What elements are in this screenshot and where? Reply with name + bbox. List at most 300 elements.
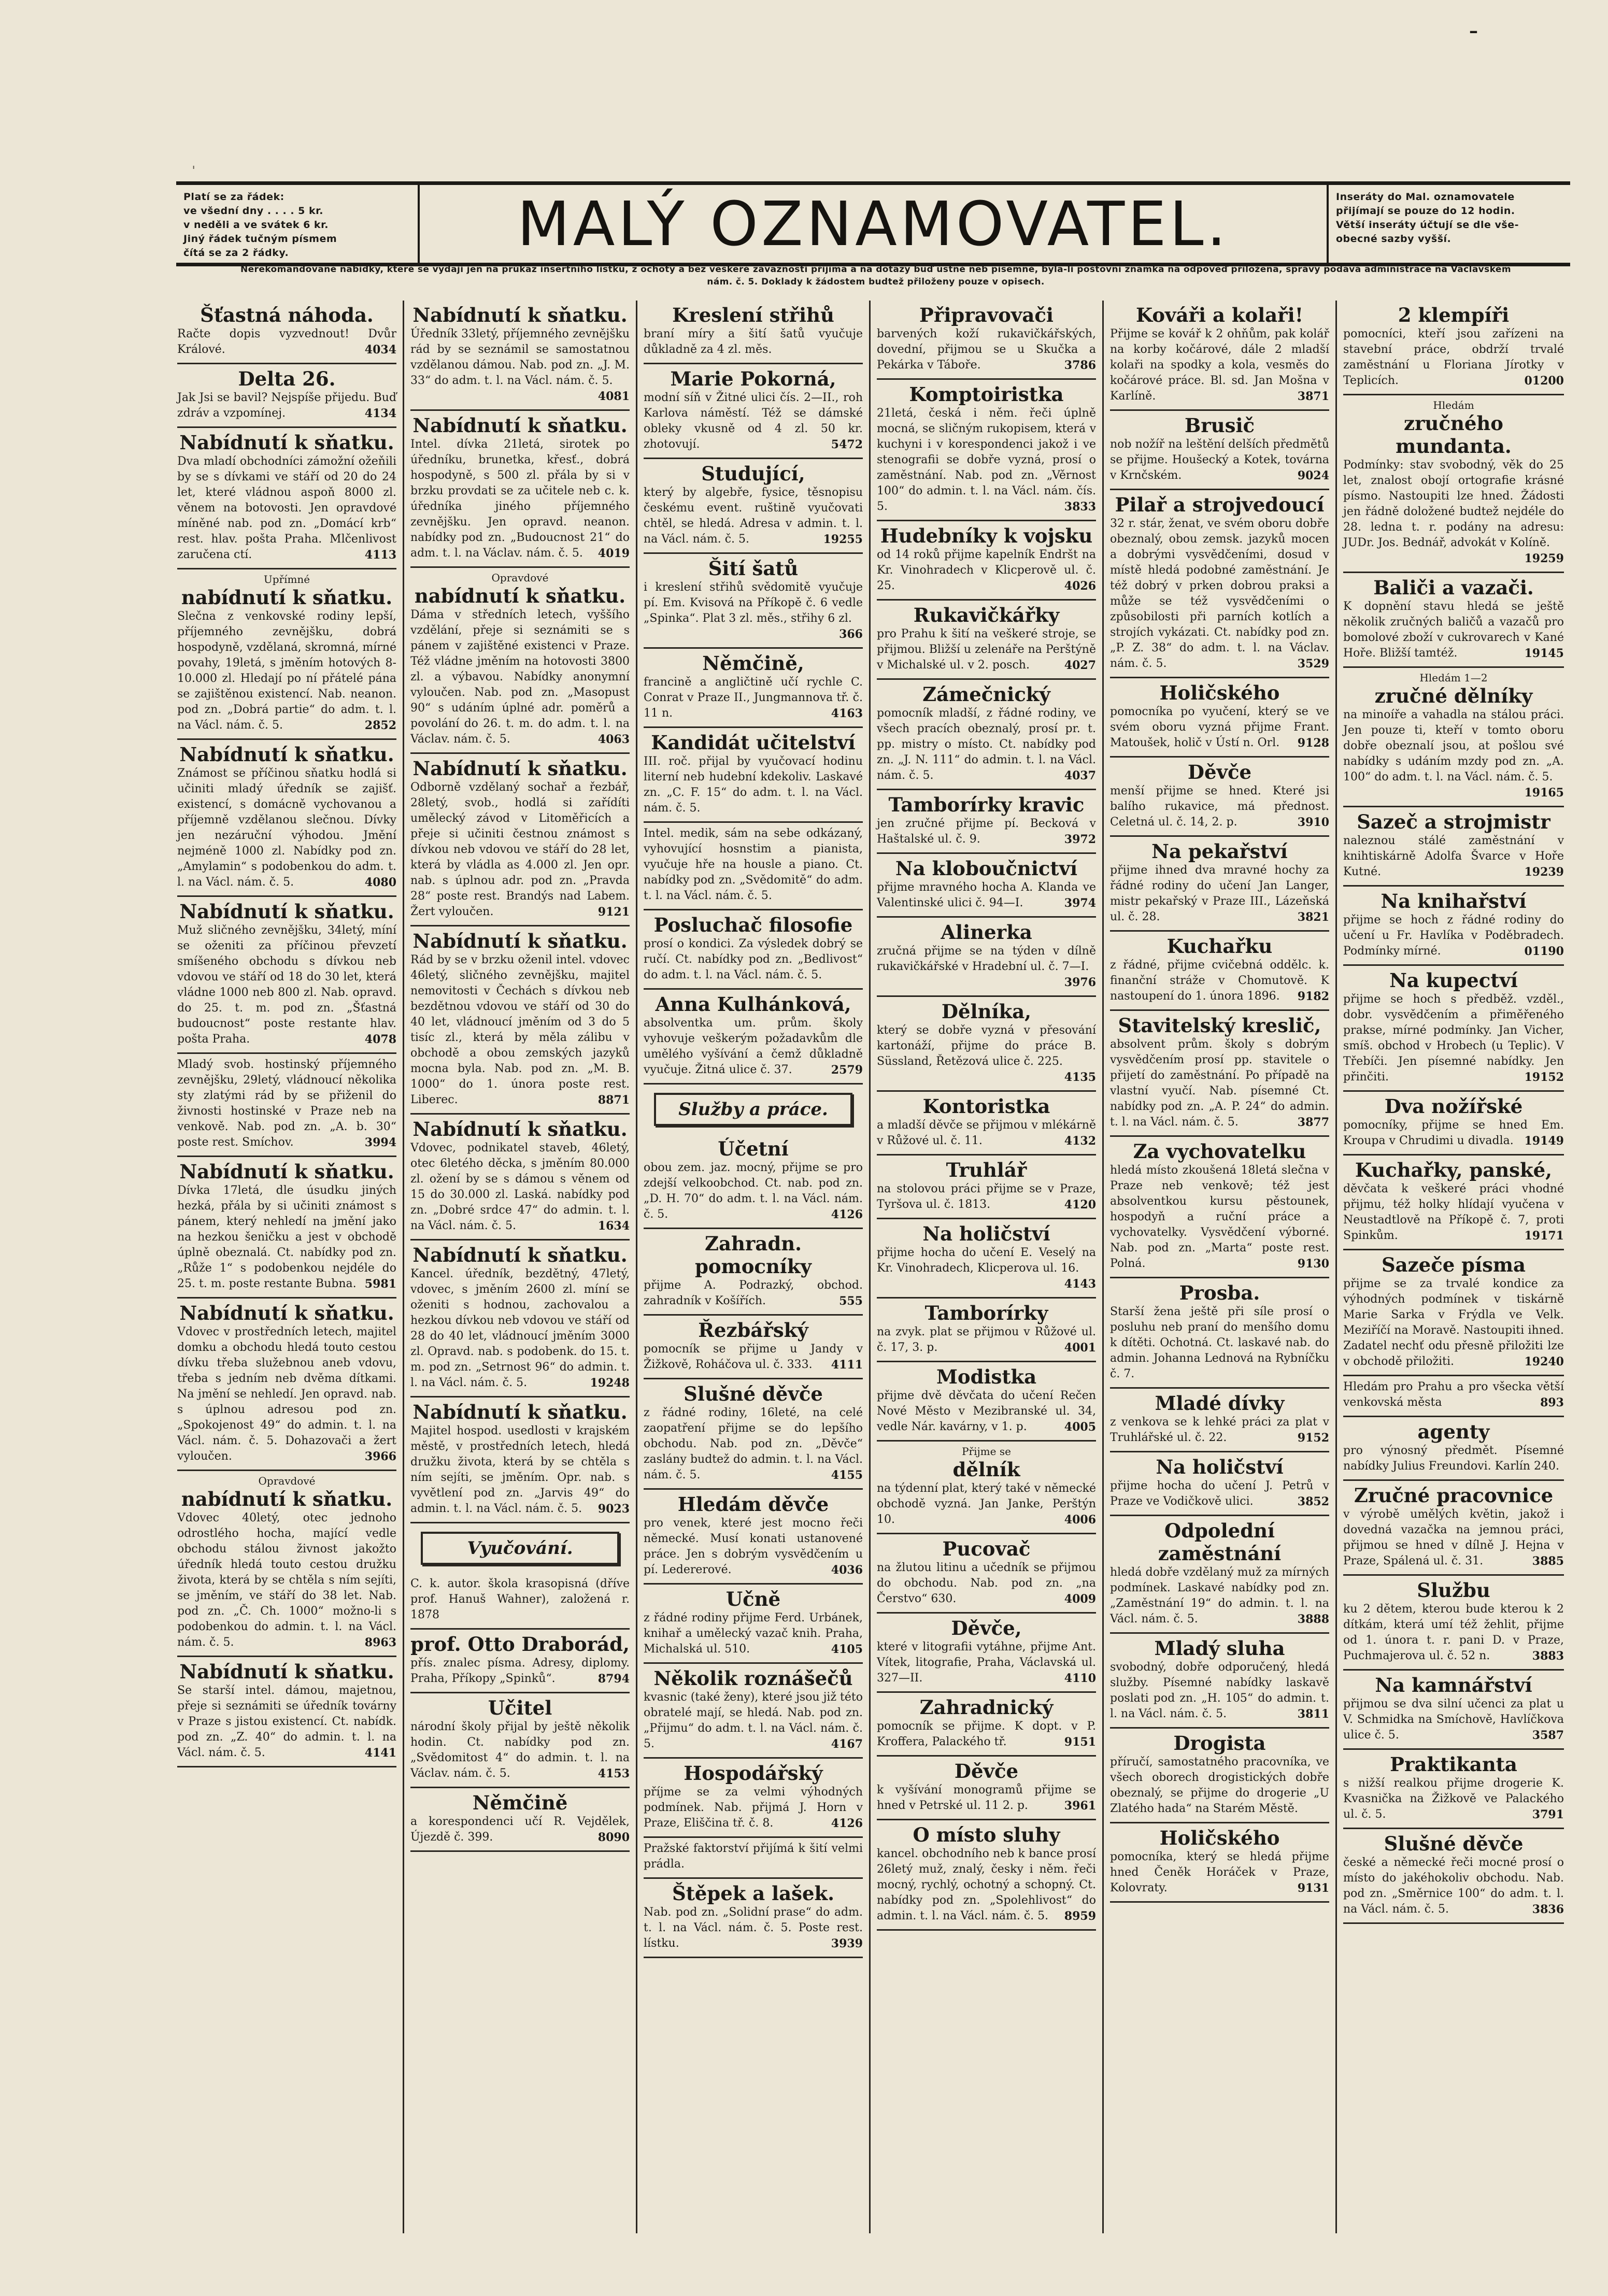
masthead-pricing [176,185,420,263]
ad-text: Račte dopis vyzvednout! Dvůr Králové. [177,327,396,356]
ad-title: Na holičství [1156,1456,1284,1478]
ad-body [410,780,630,920]
classified-ad [644,728,863,823]
ad-body [644,1516,863,1578]
ad-code: 4155 [831,1468,863,1482]
ad-text: naleznou stálé zaměstnání v knihtiskárně Adolfa Švarce v Hoře Kutné. [1343,834,1564,878]
ad-text: absolventka um. prům. školy vyhovuje veškerým požadavkům dle umělého vyšívání a čemž důkladně vyučuje. Žitná ulice č. 37. [644,1017,863,1076]
classified-ad [1110,411,1329,490]
section-heading: Vyučování. [421,1532,619,1565]
ad-text: pro výnosný předmět. Písemné nabídky Julius Freundovi. Karlín 240. [1343,1444,1564,1473]
classified-ad [1110,1011,1329,1137]
ad-body [644,754,863,816]
ad-body [644,936,863,983]
ad-text: Vdovec v prostředních letech, majitel domku a obchodu hledá touto cestou dívku třeba služebnou aneb vdovu, třeba s jedním neb dvěma dítkami. Na jmění se nehledí. Jen opravd. nab. s úplnou adresou pod zn. „Spokojenost 49“ do admin. t. l. na Václ. nám. č. 5. Dohazovači a žert vyloučen. [177,1325,396,1463]
ad-preheading: Přijme se [962,1445,1011,1458]
ad-code: 4105 [831,1643,863,1656]
ad-text: Kancel. úředník, bezdětný, 47letý, vdovec, s jměním 2600 zl. míní se oženiti s hodnou, zachovalou a hezkou dívkou neb vdovou ve stáří od 28 do 40 let, vládnoucí jměním 3000 zl. Opravd. nab. s podobenk. do 15. t. m. pod zn. „Setrnost 96“ do admin. t. l. na Václ. nám. č. 5. [410,1267,630,1389]
ad-title: Dělníka, [941,1000,1032,1023]
ad-title: Štěpek a lašek. [672,1882,835,1905]
ad-body [410,437,630,561]
ad-body [410,1266,630,1391]
ad-title: Posluchač filosofie [653,914,853,936]
ad-title: Modistka [936,1365,1037,1388]
ad-body [410,1719,630,1781]
ad-body [1343,326,1564,389]
ad-title: Šťastná náhoda. [200,304,374,326]
ad-title: Kreslení střihů [672,304,834,326]
ad-body [877,1324,1096,1356]
classified-ad [1110,1516,1329,1634]
ad-title: Děvče, [951,1617,1022,1639]
ad-code: 4167 [831,1737,863,1751]
ad-code: 4120 [1064,1198,1096,1211]
ad-code: 4005 [1064,1420,1096,1434]
ad-title: Na kloboučnictví [895,857,1078,880]
classified-ad [644,1585,863,1664]
classified-ad [177,1471,396,1657]
classified-ad [1343,301,1564,395]
ad-body [1343,1443,1564,1474]
ad-title: prof. Otto Draborád, [410,1633,630,1656]
ad-body [877,326,1096,373]
ad-text: kancel. obchodního neb k bance prosí 26letý muž, znalý, česky i něm. řeči mocný, rychlý, ochotný a schopný. Ct. nabídky pod zn. „Spolehlivost“ do admin. t. l. na Václ. nám. č. 5. [877,1847,1096,1922]
classified-ad [877,380,1096,521]
ad-title: Rukavičkářky [913,604,1060,626]
ad-code: 4006 [1064,1513,1096,1527]
ad-body [177,1183,396,1292]
ad-text: přijme se hoch s předběž. vzděl., dobr. vysvědčením a přiměřeného prakse, mírné podmínky. Jan Vicher, smíš. obchod v Hrobech (u Teplic). V Třebíči. Jen písemné nabídky. Jen přinčiti. [1343,993,1564,1083]
classified-ad [1343,966,1564,1092]
ad-text: Dva mladí obchodníci zámožní ožeňili by se s dívkami ve stáří od 20 do 24 let, které vládnou aspoň 8000 zl. věnem na botovosti. Jen opravdové míněné nab. pod zn. „Domácí krb“ rest. hlav. pošta Praha. Mlčenlivost zaručena ctí. [177,455,396,561]
ad-body [1343,1776,1564,1822]
ad-code: 5472 [831,438,863,451]
ad-code: 3791 [1532,1808,1564,1821]
ad-body [410,607,630,747]
ad-text: přijme ihned dva mravné hochy za řádné rodiny do učení Jan Langer, mistr pekařský v Praze III., Lázeňská ul. č. 28. [1110,864,1329,923]
classified-ad [644,1490,863,1585]
ad-text: z řádné rodiny přijme Ferd. Urbánek, knihař a umělecký vazač knih. Praha, Michalská ul. 510. [644,1612,863,1656]
ad-body [1110,1565,1329,1627]
section-title: MALÝ OZNAMOVATEL. [517,188,1230,260]
ad-text: kvasnic (také ženy), které jsou již této obratelé mají, se hledá. Nab. pod zn. „Přijmu“ do adm. t. l. na Václ. nám. č. 5. [644,1691,863,1750]
ad-preheading: Upřímné [263,573,310,586]
classified-ad [410,1573,630,1630]
classified-ad [877,790,1096,854]
ad-text: pomocníka po vyučení, který se ve svém oboru vyzná přijme Frant. Matoušek, holič v Ústí n. Orl. [1110,705,1329,749]
ad-title: Studující, [701,462,805,485]
ad-code: 19165 [1524,786,1564,800]
ad-title: Kandidát učitelství [651,731,856,754]
classified-ad [644,1316,863,1379]
classified-ad [1343,668,1564,807]
ad-text: pro Prahu k šití na veškeré stroje, se přijmou. Bližší u zelenáře na Perštýně v Michalské ul. v 2. posch. [877,628,1096,672]
classified-ad [177,569,396,740]
ad-text: přijme mravného hocha A. Klanda ve Valentinské ulici č. 94—I. [877,881,1096,909]
ad-body [1343,912,1564,959]
classified-ad [410,1630,630,1693]
ad-text: přijme hocha do učení J. Petrů v Praze ve Vodičkově ulici. [1110,1479,1329,1508]
pricing-line: Platí se za řádek: [183,191,284,203]
ad-text: jen zručné přijme pí. Becková v Haštalské ul. č. 9. [877,817,1096,846]
ad-body [1110,1849,1329,1896]
ad-body [410,1656,630,1687]
newspaper-page [155,176,1565,2238]
ad-body [1343,707,1564,801]
classified-ad [1110,490,1329,678]
classified-ad [1343,1417,1564,1481]
ad-text: Muž sličného zevnějšku, 34letý, míní se oženiti za příčinou převzetí smíšeného obchodu s dívkou neb vdovou ve stáří od 18 do 30 let, která vládne 1000 neb 800 zl. Nab. opravd. do 25. t. m. pod zn. „Šťastná budoucnost“ poste restante hlav. pošta Praha. [177,924,396,1046]
ad-title: zručného mundanta. [1396,412,1512,458]
ad-title: nabídnutí k sňatku. [181,586,393,609]
ad-code: 3972 [1064,833,1096,846]
classified-ad [177,897,396,1054]
ad-body [1110,958,1329,1004]
ad-text: Mladý svob. hostinský příjemného zevnějšku, 29letý, vládnoucí několika sty zlatými rád by se přiženil do živnosti hostinské v Praze neb na venkově. Nab. pod zn. „A. b. 30“ poste rest. Smíchov. [177,1058,396,1149]
ad-title: Kuchařku [1166,935,1273,958]
ad-title: nabídnutí k sňatku. [414,584,626,607]
classified-ad [1343,1156,1564,1250]
ad-title: Za vychovatelku [1133,1140,1306,1163]
ad-body [1110,863,1329,925]
ad-code: 4163 [831,707,863,720]
classified-ad [1110,1137,1329,1278]
ad-code: 9152 [1297,1431,1329,1445]
classified-ad [877,854,1096,918]
ad-column [171,301,404,2233]
classified-ad [1343,1092,1564,1156]
classified-ad [177,1657,396,1767]
ad-code: 555 [839,1294,863,1308]
ad-code: 19171 [1524,1229,1564,1243]
classified-ad [1110,1389,1329,1452]
ad-code: 5981 [364,1277,396,1291]
notice-line: Větší inseráty účtují se dle vše- [1336,219,1519,231]
ad-text: III. roč. přijal by vyučovací hodinu literní neb hudební kdekoliv. Laskavé zn. „C. F. 15“ do adm. t. l. na Václ. nám. č. 5. [644,755,863,815]
ad-title: Delta 26. [238,367,336,390]
ad-code: 9182 [1297,990,1329,1003]
stray-mark: ˌ [192,155,196,171]
ad-code: 3883 [1532,1649,1564,1663]
ad-code: 9024 [1297,469,1329,482]
ad-preheading: Hledám [1433,399,1474,411]
ad-body [1343,1276,1564,1370]
ad-text: pomocník se přijme u Jandy v Žižkově, Roháčova ul. č. 333. [644,1343,863,1371]
ad-text: z řádné, přijme cvičebná oddělc. k. finanční stráže v Chomutově. K nastoupení do 1. února 1896. [1110,959,1329,1003]
ad-title: Učitel [488,1696,552,1719]
ad-title: Zahradn. pomocníky [695,1232,812,1278]
ad-title: Zručné pracovnice [1354,1484,1554,1507]
classified-ad [644,1229,863,1316]
classified-ad [410,1115,630,1240]
ad-text: z venkova se k lehké práci za plat v Truhlářské ul. č. 22. [1110,1416,1329,1444]
ad-title: Kováři a kolaři! [1136,304,1303,326]
classified-ad [644,1879,863,1958]
ad-body [177,1057,396,1150]
ad-code: 19239 [1524,865,1564,879]
ad-text: obou zem. jaz. mocný, přijme se pro zdejší velkoobchod. Ct. nab. pod zn. „D. H. 70“ do adm. t. l. na Václ. nám. č. 5. [644,1161,863,1221]
ad-text: 21letá, česká i něm. řeči úplně mocná, se sličným rukopisem, která v kuchyni i v korespondenci jakož i ve stenografii se dobře vyzná, prosí o zaměstnání. Nab. pod zn. „Věrnost 100“ do admin. t. l. na Václ. nám. čís. 5. [877,407,1096,513]
ad-text: pomocníka, který se hledá přijme hned Čeněk Horáček v Praze, Kolovraty. [1110,1850,1329,1894]
ad-text: ku 2 dětem, kterou bude kterou k 2 dítkám, která umí též žehlit, přijme od 1. února t. r. pani D. v Praze, Puchmajerova ul. č. 52 n. [1343,1603,1564,1662]
ad-code: 1634 [597,1219,630,1233]
ad-title: Službu [1417,1579,1490,1602]
ad-body [877,406,1096,515]
ad-code: 3877 [1297,1116,1329,1129]
ad-code: 3966 [364,1450,396,1463]
classified-ad [644,364,863,459]
classified-ad [410,926,630,1115]
ad-body [877,1846,1096,1924]
classified-ad [877,301,1096,380]
classified-ad [1343,807,1564,887]
ad-code: 8090 [597,1831,630,1844]
ad-title: Nabídnutí k sňatku. [412,1118,628,1140]
ad-body [1343,1181,1564,1244]
ad-title: Nabídnutí k sňatku. [412,1244,628,1266]
classified-ad [410,1240,630,1397]
classified-ad [644,1838,863,1879]
ad-code: 4078 [364,1033,396,1046]
ad-code: 3529 [1297,657,1329,671]
ad-title: Děvče [1187,761,1252,783]
ad-title: Sazeče písma [1381,1253,1526,1276]
ad-title: Kuchařky, panské, [1355,1159,1553,1181]
ad-body [410,952,630,1108]
ad-body [877,626,1096,673]
classified-ad [1110,758,1329,837]
ad-text: braní míry a šití šatů vyučuje důkladně za 4 zl. měs. [644,327,863,356]
ad-text: Známost se příčinou sňatku hodlá si učiniti mladý úředník se zajišť. existencí, s domácně vychovanou a příjemně vzdělanou slečnou. Dívky jen nezáruční výhodou. Jmění nejméně 1000 zl. Nabídky pod zn. „Amylamin“ s podobenkou do adm. t. l. na Václ. nám. č. 5. [177,767,396,889]
ad-text: Podmínky: stav svobodný, věk do 25 let, znalost obojí ortografie krásné písmo. Nastoupiti lze hned. Žádosti jen řádně doložené budtež nejdéle do 28. ledna t. r. podány na adresu: JUDr. Jos. Bednář, advokát v Kolíně. [1343,459,1564,549]
ad-body [877,880,1096,911]
classified-ad [877,1362,1096,1442]
ad-body [1343,458,1564,566]
ad-body [410,1140,630,1234]
pricing-line: ve všední dny . . . . 5 kr. [183,205,324,217]
ad-text: svobodný, dobře odporučený, hledá služby. Písemné nabídky laskavě poslati pod zn. „H. 105“ do admin. t. l. na Václ. nám. č. 5. [1110,1661,1329,1720]
ad-text: zručná přijme se na týden v dílně rukavičkářské v Hradební ul. č. 7—I. [877,945,1096,973]
ad-code: 4135 [1064,1071,1096,1084]
classified-ad [877,1299,1096,1362]
ad-code: 4034 [364,343,396,356]
ad-title: Na kupectví [1389,969,1518,992]
ad-body [177,390,396,421]
ad-title: agenty [1417,1420,1490,1443]
ad-text: přijme hocha do učení E. Veselý na Kr. Vinohradech, Klicperova ul. 16. [877,1246,1096,1275]
ad-body [644,1405,863,1483]
ad-text: české a německé řeči mocné prosí o místo do jakéhokoliv obchodu. Nab. pod zn. „Směrnice 100“ do adm. t. l. na Václ. nám. č. 5. [1343,1856,1564,1916]
classified-ad [410,301,630,411]
ad-code: 4001 [1064,1341,1096,1354]
ad-body [1110,1660,1329,1722]
ad-title: Nabídnutí k sňatku. [179,1160,394,1183]
ad-column [637,301,871,2233]
ad-title: Nabídnutí k sňatku. [179,1302,394,1324]
ad-title: Brusič [1184,414,1255,437]
ad-body [177,1510,396,1650]
classified-ad [410,1693,630,1788]
ad-body [1343,1379,1564,1410]
classified-ad [177,364,396,428]
ad-code: 8963 [364,1636,396,1649]
ad-title: Děvče [954,1760,1019,1782]
ad-body [644,390,863,452]
ad-body [644,1160,863,1222]
classified-ad [644,554,863,649]
ad-body [1343,1696,1564,1743]
ad-code: 893 [1540,1396,1564,1409]
ad-code: 4081 [597,390,630,403]
ad-body [1110,1163,1329,1272]
ad-column [871,301,1104,2233]
ad-text: přijme se hoch z řádné rodiny do učení u Fr. Havlíka v Poděbradech. Podmínky mírné. [1343,914,1564,958]
ad-title: Marie Pokorná, [670,367,836,390]
ad-text: přijmou se dva silní učenci za plat u V. Schmidka na Smíchově, Havlíčkova ulice č. 5. [1343,1698,1564,1742]
ad-title: Pucovač [942,1537,1031,1560]
ad-title: Odpolední zaměstnání [1158,1519,1282,1565]
ad-text: Majitel hospod. usedlosti v krajském městě, v prostředních letech, hledá družku života, která by se chtěla s ním sejíti, se jměním. Opr. nab. s vyvětlení pod zn. „Jarvis 49“ do admin. t. l. na Václ. nám. č. 5. [410,1424,630,1515]
ad-text: Nab. pod zn. „Solidní prase“ do adm. t. l. na Václ. nám. č. 5. Poste rest. lístku. [644,1906,863,1950]
ad-code: 3852 [1297,1495,1329,1508]
ad-text: Intel. medik, sám na sebe odkázaný, vyhovující hosnstim a pianista, vyučuje hře na housle a piano. Ct. nabídky pod zn. „Svědomitě“ do adm. t. l. na Václ. nám. č. 5. [644,827,863,902]
classified-ad [644,910,863,990]
notice-line: obecné sazby vyšší. [1336,233,1452,245]
ad-body [1343,1118,1564,1149]
ad-title: Nabídnutí k sňatku. [179,900,394,923]
ad-title: Baliči a vazači. [1373,576,1534,599]
ad-text: K dopnění stavu hledá se ještě několik zručných baličů a vazačů pro bomolové zboží v cukrovarech v Kané Hoře. Bližší tamtéž. [1343,600,1564,660]
ad-body [877,706,1096,783]
ad-body [1110,1478,1329,1509]
ad-body [877,1639,1096,1686]
ad-text: které v litografii vytáhne, přijme Ant. Vítek, litografie, Praha, Václavská ul. 327—II. [877,1641,1096,1685]
section-heading: Služby a práce. [654,1093,852,1126]
ad-body [877,1023,1096,1085]
classified-ad [644,649,863,728]
ad-body [1110,1415,1329,1446]
ad-body [877,1118,1096,1149]
ad-preheading: Opravdové [258,1475,316,1487]
ad-title: Nabídnutí k sňatku. [179,743,394,766]
ad-body [1110,1755,1329,1817]
ad-text: pomocník se přijme. K dopt. v P. Kroffera, Palackého tř. [877,1720,1096,1748]
ad-code: 3974 [1064,896,1096,910]
ad-code: 4026 [1064,579,1096,593]
ad-title: Na knihařství [1381,890,1527,912]
ad-body [644,1342,863,1373]
ad-body [877,1181,1096,1213]
ad-code: 8959 [1064,1909,1096,1923]
ad-text: modní síň v Žitné ulici čís. 2—II., roh Karlova náměstí. Též se dámské obleky vkusně od 4 zl. 50 kr. zhotovují. [644,391,863,451]
classified-ad [877,680,1096,790]
ad-title: 2 klempíři [1398,304,1510,326]
classified-ad [1343,1376,1564,1417]
ad-preheading: Opravdové [491,572,549,584]
classified-ad [877,521,1096,601]
ad-body [177,923,396,1047]
ad-text: přís. znalec písma. Adresy, diplomy. Praha, Příkopy „Spinků“. [410,1657,630,1685]
classified-ad [1343,1671,1564,1750]
classified-ad [177,301,396,364]
ad-text: děvčata k veškeré práci vhodné přijmu, též holky hlídají vyučena v Neustadtlově na Příkopě č. 7, proti Spinkům. [1343,1182,1564,1242]
ad-text: pomocníci, kteří jsou zařízeni na stavební práce, obdrží trvalé zaměstnání u Floriana Jírotky v Teplicích. [1343,327,1564,387]
ad-text: Jak Jsi se bavil? Nejspíše přijedu. Buď zdráv a vzpomínej. [177,391,396,420]
classified-ad [644,990,863,1085]
ad-title: Na pekařství [1151,840,1288,863]
ad-code: 3885 [1532,1555,1564,1568]
ad-code: 4037 [1064,769,1096,782]
ad-body [410,326,630,404]
ad-code: 2852 [364,719,396,732]
classified-ad [877,1614,1096,1693]
classified-ad [877,601,1096,680]
classified-ad [410,754,630,926]
ad-text: Dáma v středních letech, vyššího vzdělání, přeje si seznámiti se s pánem v zajištěné existenci v Praze. Též vládne jměním na hotovosti 3800 zl. a výbavou. Nabídky anonymní vyloučen. Nab. pod zn. „Masopust 90“ s udáním úplné adr. poměrů a povolání do 26. t. m. do adm. t. l. na Václav. nám. č. 5. [410,608,630,746]
classified-ad [1343,1576,1564,1671]
ad-body [644,1905,863,1951]
ad-body [1343,1855,1564,1917]
ad-text: Intel. dívka 21letá, sirotek po úředníku, brunetka, křesť., dobrá hospodyně, s 500 zl. přála by si v brzku provdati se za učitele neb c. k. úředníka jiného příjemného zevnějšku. Jen opravd. neanon. nabídky pod zn. „Budoucnost 21“ do adm. t. l. na Václav. nám. č. 5. [410,438,630,560]
pricing-line: Jiný řádek tučným písmem [183,233,337,245]
ad-title: Mladé dívky [1155,1392,1285,1415]
ad-preheading: Hledám 1—2 [1419,672,1488,684]
ad-body [1343,1602,1564,1664]
ad-title: Nabídnutí k sňatku. [412,757,628,780]
ad-title: Pilař a strojvedoucí [1115,493,1325,516]
classified-ad [1343,395,1564,573]
classified-ad [1110,1729,1329,1823]
ad-text: od 14 roků přijme kapelník Endršt na Kr. Vinohradech v Klicperově ul. č. 25. [877,548,1096,592]
ad-code: 8794 [597,1672,630,1686]
ad-title: Nabídnutí k sňatku. [412,304,628,326]
ad-title: Stavitelský kreslič, [1118,1014,1321,1037]
ad-body [177,1683,396,1761]
ad-text: barvených koží rukavičkářských, dovední, přijmou se u Skučka a Pekárka v Táboře. [877,327,1096,372]
ad-title: Zámečnický [922,683,1050,706]
masthead-notice [1327,185,1570,263]
ad-text: a mladší děvče se přijmou v mlékárně v Růžové ul. č. 11. [877,1119,1096,1147]
ad-text: Odborně vzdělaný sochař a řezbář, 28letý, svob., hodlá si zařídíti umělecký závod v Litoměřicích a přeje si učiniti čestnou známost s dívkou neb vdovou ve stáří do 28 let, která by vládla as 4.000 zl. Jen opr. nab. s úplnou adr. pod zn. „Pravda 28“ poste rest. Brandýs nad Labem. Žert vyloučen. [410,781,630,918]
ad-code: 3786 [1064,359,1096,372]
ad-code: 3871 [1297,390,1329,403]
ad-body [177,1324,396,1464]
ad-code: 4134 [364,407,396,420]
ad-code: 3994 [364,1136,396,1149]
classified-ad [410,568,630,754]
ad-title: Několik roznášečů [653,1667,853,1690]
ad-code: 3888 [1297,1613,1329,1626]
classified-ad [177,1299,396,1471]
ad-code: 9128 [1297,736,1329,750]
ad-column [1337,301,1570,2233]
classified-ad [877,918,1096,997]
classified-ad [410,411,630,568]
ad-text: Slečna z venkovské rodiny lepší, příjemného zevnějšku, dobrá hospodyně, vzdělaná, skromná, mírné povahy, 19letá, s jměním hotových 8-10.000 zl. Hledají po ní přátelé pána se zajištěnou existencí. Nab. neanon. pod zn. „Dobrá partie“ do adm. t. l. na Václ. nám. č. 5. [177,610,396,732]
ad-body [877,1388,1096,1435]
ad-text: menší přijme se hned. Které jsi balího rukavice, má přednost. Celetná ul. č. 14, 2. p. [1110,785,1329,829]
classified-ad [877,1219,1096,1299]
notice-line: Inseráty do Mal. oznamovatele [1336,191,1515,203]
ad-code: 19145 [1524,647,1564,660]
ad-body [644,1610,863,1657]
classified-ad [644,823,863,910]
ad-code: 19259 [1524,552,1564,565]
ad-title: Tamborírky [924,1302,1048,1324]
masthead [176,181,1570,266]
classified-ad [1343,573,1564,668]
ad-code: 3836 [1532,1903,1564,1916]
